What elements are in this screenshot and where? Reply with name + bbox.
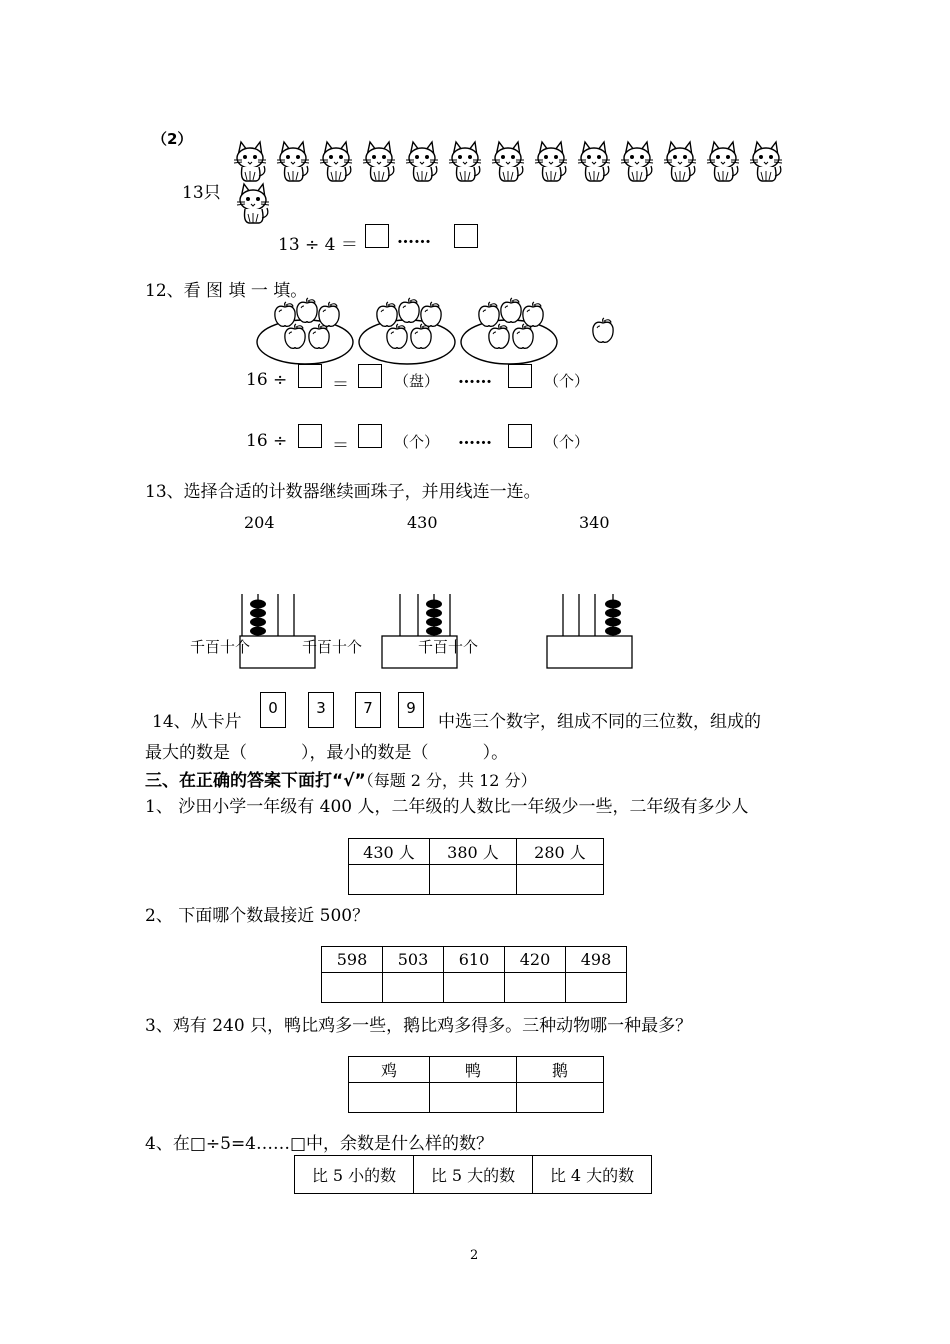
option-cell: 503	[383, 947, 444, 973]
answer-box[interactable]	[454, 224, 478, 248]
answer-box[interactable]	[508, 424, 532, 448]
answer-cell[interactable]	[430, 1083, 517, 1113]
plate-icon	[257, 320, 353, 364]
answer-box[interactable]	[298, 364, 322, 388]
plate-icon	[461, 320, 557, 364]
q11b-prefix: 13只	[182, 183, 221, 203]
abacus-counters	[180, 590, 650, 675]
s3q2-text: 2、 下面哪个数最接近 500？	[145, 906, 370, 926]
answer-cell[interactable]	[383, 973, 444, 1003]
page-number: 2	[470, 1248, 479, 1263]
counter-label: 千百十个	[302, 638, 363, 656]
counter-number: 340	[579, 513, 610, 532]
s3q1-text: 1、 沙田小学一年级有 400 人，二年级的人数比一年级少一些，二年级有多少人	[145, 797, 749, 817]
answer-box[interactable]	[358, 424, 382, 448]
cat-icon	[533, 138, 569, 182]
option-cell: 鹅	[517, 1057, 604, 1083]
option-cell: 610	[444, 947, 505, 973]
answer-box[interactable]	[508, 364, 532, 388]
section3-note: （每题 2 分，共 12 分）	[365, 771, 537, 790]
cat-icon	[490, 138, 526, 182]
answer-cell[interactable]	[430, 865, 517, 895]
answer-cell[interactable]	[505, 973, 566, 1003]
cat-icon	[662, 138, 698, 182]
s3q3-text: 3、鸡有 240 只，鸭比鸡多一些，鹅比鸡多得多。三种动物哪一种最多？	[145, 1016, 693, 1036]
digit-card: 0	[260, 692, 286, 728]
apple-plates-illustration	[255, 294, 635, 368]
q11b-equation: 13 ÷ 4 ＝	[278, 235, 358, 255]
q14-prefix: 14、从卡片	[152, 712, 242, 732]
answer-cell[interactable]	[566, 973, 627, 1003]
cat-icon	[318, 138, 354, 182]
q14-suffix: 中选三个数字，组成不同的三位数，组成的	[438, 712, 761, 732]
cat-icon	[361, 138, 397, 182]
counter-number: 204	[244, 513, 275, 532]
cat-icon	[447, 138, 483, 182]
q13-title: 13、选择合适的计数器继续画珠子，并用线连一连。	[145, 482, 541, 502]
digit-card: 3	[308, 692, 334, 728]
answer-box[interactable]	[358, 364, 382, 388]
cat-icon	[748, 138, 784, 182]
answer-cell[interactable]	[349, 1083, 430, 1113]
option-cell: 鸭	[430, 1057, 517, 1083]
cat-icon	[705, 138, 741, 182]
option-cell: 430 人	[349, 839, 430, 865]
digit-card: 7	[355, 692, 381, 728]
answer-cell[interactable]	[322, 973, 383, 1003]
counter-number: 430	[407, 513, 438, 532]
q14-line2: 最大的数是（ ），最小的数是（ ）。	[145, 743, 509, 763]
option-cell: 598	[322, 947, 383, 973]
option-cell: 比 4 大的数	[533, 1156, 652, 1194]
answer-cell[interactable]	[517, 865, 604, 895]
cat-icon	[576, 138, 612, 182]
section3-heading	[145, 766, 537, 791]
q12-title: 12、看 图 填 一 填。	[145, 281, 308, 301]
answer-cell[interactable]	[349, 865, 430, 895]
answer-cell[interactable]	[517, 1083, 604, 1113]
cat-icon	[404, 138, 440, 182]
answer-box[interactable]	[365, 224, 389, 248]
option-cell: 280 人	[517, 839, 604, 865]
option-cell: 比 5 大的数	[414, 1156, 533, 1194]
cat-icon	[232, 138, 268, 182]
option-cell: 比 5 小的数	[295, 1156, 414, 1194]
counter-label: 千百十个	[190, 638, 251, 656]
section3-title: 三、在正确的答案下面打“√”	[145, 771, 366, 791]
answer-cell[interactable]	[444, 973, 505, 1003]
cat-icon	[235, 180, 271, 224]
counter-label: 千百十个	[418, 638, 479, 656]
ellipsis: ……	[397, 228, 431, 248]
s3q3-options-table	[348, 1056, 604, 1113]
cat-icon	[275, 138, 311, 182]
s3q1-options-table	[348, 838, 604, 895]
option-cell: 380 人	[430, 839, 517, 865]
option-cell: 420	[505, 947, 566, 973]
cat-icon	[619, 138, 655, 182]
s3q4-options-table	[294, 1155, 652, 1194]
s3q4-text: 4、在□÷5=4……□中，余数是什么样的数？	[145, 1134, 494, 1154]
option-cell: 鸡	[349, 1057, 430, 1083]
q11b-label: （2）	[152, 130, 193, 148]
digit-card: 9	[398, 692, 424, 728]
s3q2-options-table	[321, 946, 627, 1003]
option-cell: 498	[566, 947, 627, 973]
answer-box[interactable]	[298, 424, 322, 448]
plate-icon	[359, 320, 455, 364]
